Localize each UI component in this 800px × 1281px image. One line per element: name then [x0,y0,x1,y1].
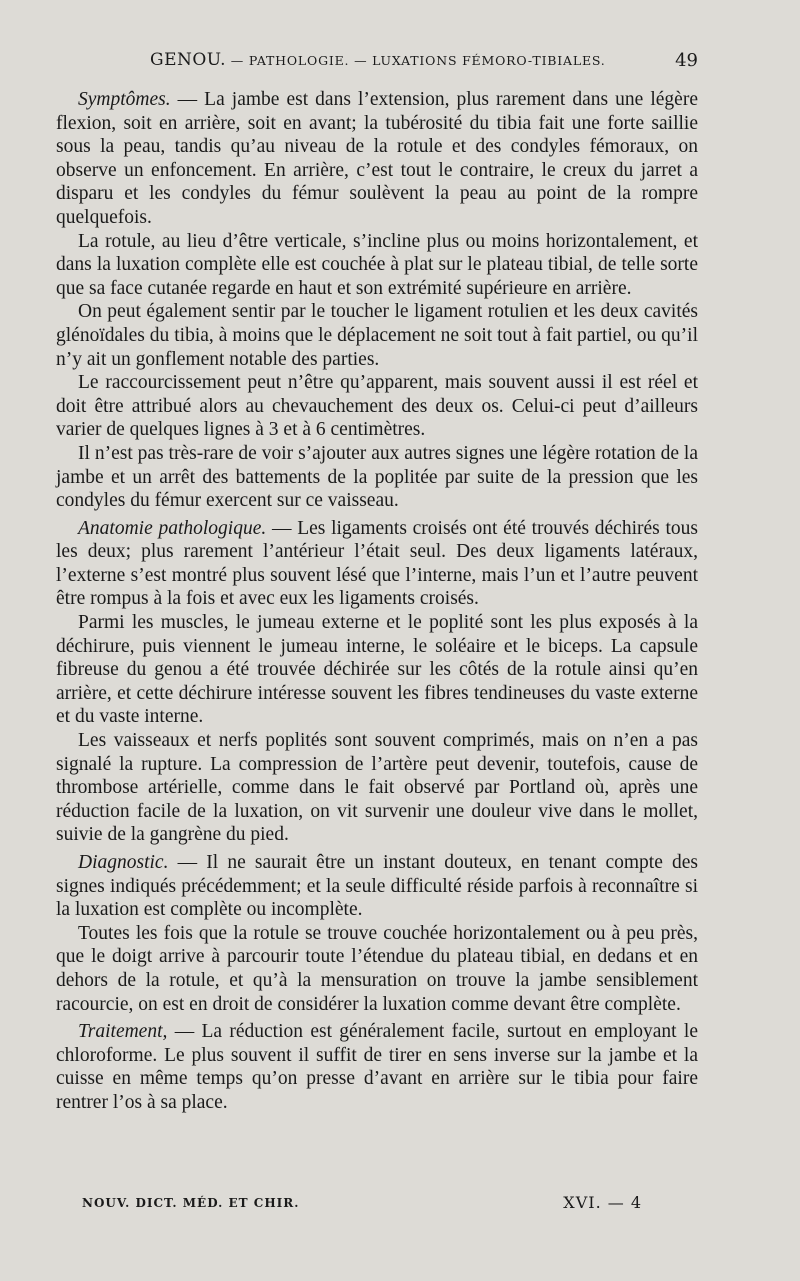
paragraph [56,230,698,301]
paragraph-text: Le raccourcissement peut n’être qu’apparent, mais souvent aussi il est réel et doit être attribué alors au chevauchement des deux os. Celui-ci peut d’ailleurs varier de quelques lignes à 3 et à 6 centimètres. [56,372,698,441]
paragraph-text: On peut également sentir par le toucher le ligament rotulien et les deux cavités glénoïdales du tibia, à moins que le déplacement ne soit tout à fait partiel, ou qu’il n’y ait un gonflement notable des parties. [56,301,698,370]
header-title [150,50,606,70]
paragraph-text: Toutes les fois que la rotule se trouve couchée horizontalement ou à peu près, que le doigt arrive à parcourir toute l’étendue du plateau tibial, en dedans et en dehors de la rotule, et qu’à la mensuration on trouve la jambe sensiblement racourcie, on est en droit de considérer la luxation comme devant être complète. [56,922,698,1015]
paragraph-text: — Il ne saurait être un instant douteux, en tenant compte des signes indiqués précédemment; et la seule difficulté réside parfois à reconnaître si la luxation est complète ou incomplète. [56,852,698,921]
page-number: 49 [675,50,698,71]
paragraph [56,851,698,922]
paragraph [56,442,698,513]
paragraph [56,88,698,230]
paragraph [56,729,698,847]
section-heading: Diagnostic. [78,852,169,873]
footer-signature: XVI. — 4 [563,1193,642,1212]
paragraph-text: — La réduction est généralement facile, surtout en employant le chloroforme. Le plus souvent il suffit de tirer en sens inverse sur la jambe et la cuisse en même temps qu’on presse d’avant en arrière sur le tibia pour faire rentrer l’os à sa place. [56,1021,698,1113]
paragraph-text: Parmi les muscles, le jumeau externe et le poplité sont les plus exposés à la déchirure, puis viennent le jumeau interne, le soléaire et le biceps. La capsule fibreuse du genou a été trouvée déchirée sur les côtés de la rotule ainsi qu’en arrière, et cette déchirure intéresse souvent les fibres tendineuses du vaste externe et du vaste interne. [56,612,698,728]
section-heading: Anatomie pathologique. [78,517,267,539]
paragraph-text: — La jambe est dans l’extension, plus rarement dans une légère flexion, soit en arrière, soit en avant; la tubérosité du tibia fait une forte saillie sous la peau, tandis qu’au niveau de la rotule et des condyles fémoraux, on observe un enfoncement. En arrière, c’est tout le contraire, le creux du jarret a disparu et les condyles du fémur soulèvent la peau au point de la rompre quelquefois. [56,89,698,228]
paragraph [56,517,698,611]
paragraph [56,922,698,1016]
paragraph [56,371,698,442]
paragraph [56,1020,698,1114]
paragraph-text: — Les ligaments croisés ont été trouvés déchirés tous les deux; plus rarement l’antérieur l’était seul. Des deux ligaments latéraux, l’externe s’est montré plus souvent lésé que l’interne, mais l’un et l’autre peuvent être rompus à la fois et avec eux les ligaments croisés. [56,517,698,610]
signature-footer [82,1193,682,1216]
header-title-rest: — PATHOLOGIE. — LUXATIONS FÉMORO-TIBIALES. [225,53,606,68]
paragraph [56,611,698,729]
paragraph-text: Il n’est pas très-rare de voir s’ajouter aux autres signes une légère rotation de la jambe et un arrêt des battements de la poplitée par suite de la pression que les condyles du fémur exercent sur ce vaisseau. [56,442,698,512]
paragraph-text: Les vaisseaux et nerfs poplités sont souvent comprimés, mais on n’en a pas signalé la rupture. La compression de l’artère peut devenir, toutefois, cause de thrombose artérielle, comme dans le fait observé par Portland où, après une réduction facile de la luxation, on vit survenir une douleur vive dans le mollet, suivie de la gangrène du pied. [56,730,698,846]
paragraph [56,300,698,371]
section-heading: Traitement, [78,1021,168,1043]
paragraph-text: La rotule, au lieu d’être verticale, s’incline plus ou moins horizontalement, et dans la luxation complète elle est couchée à plat sur le plateau tibial, de telle sorte que sa face cutanée regarde en haut et son extrémité supérieure en arrière. [56,230,698,299]
footer-source: NOUV. DICT. MÉD. ET CHIR. [82,1196,300,1210]
body-text [56,84,698,1115]
section-heading: Symptômes. [78,89,171,110]
running-header [150,50,698,74]
header-title-main: GENOU. [150,50,226,70]
